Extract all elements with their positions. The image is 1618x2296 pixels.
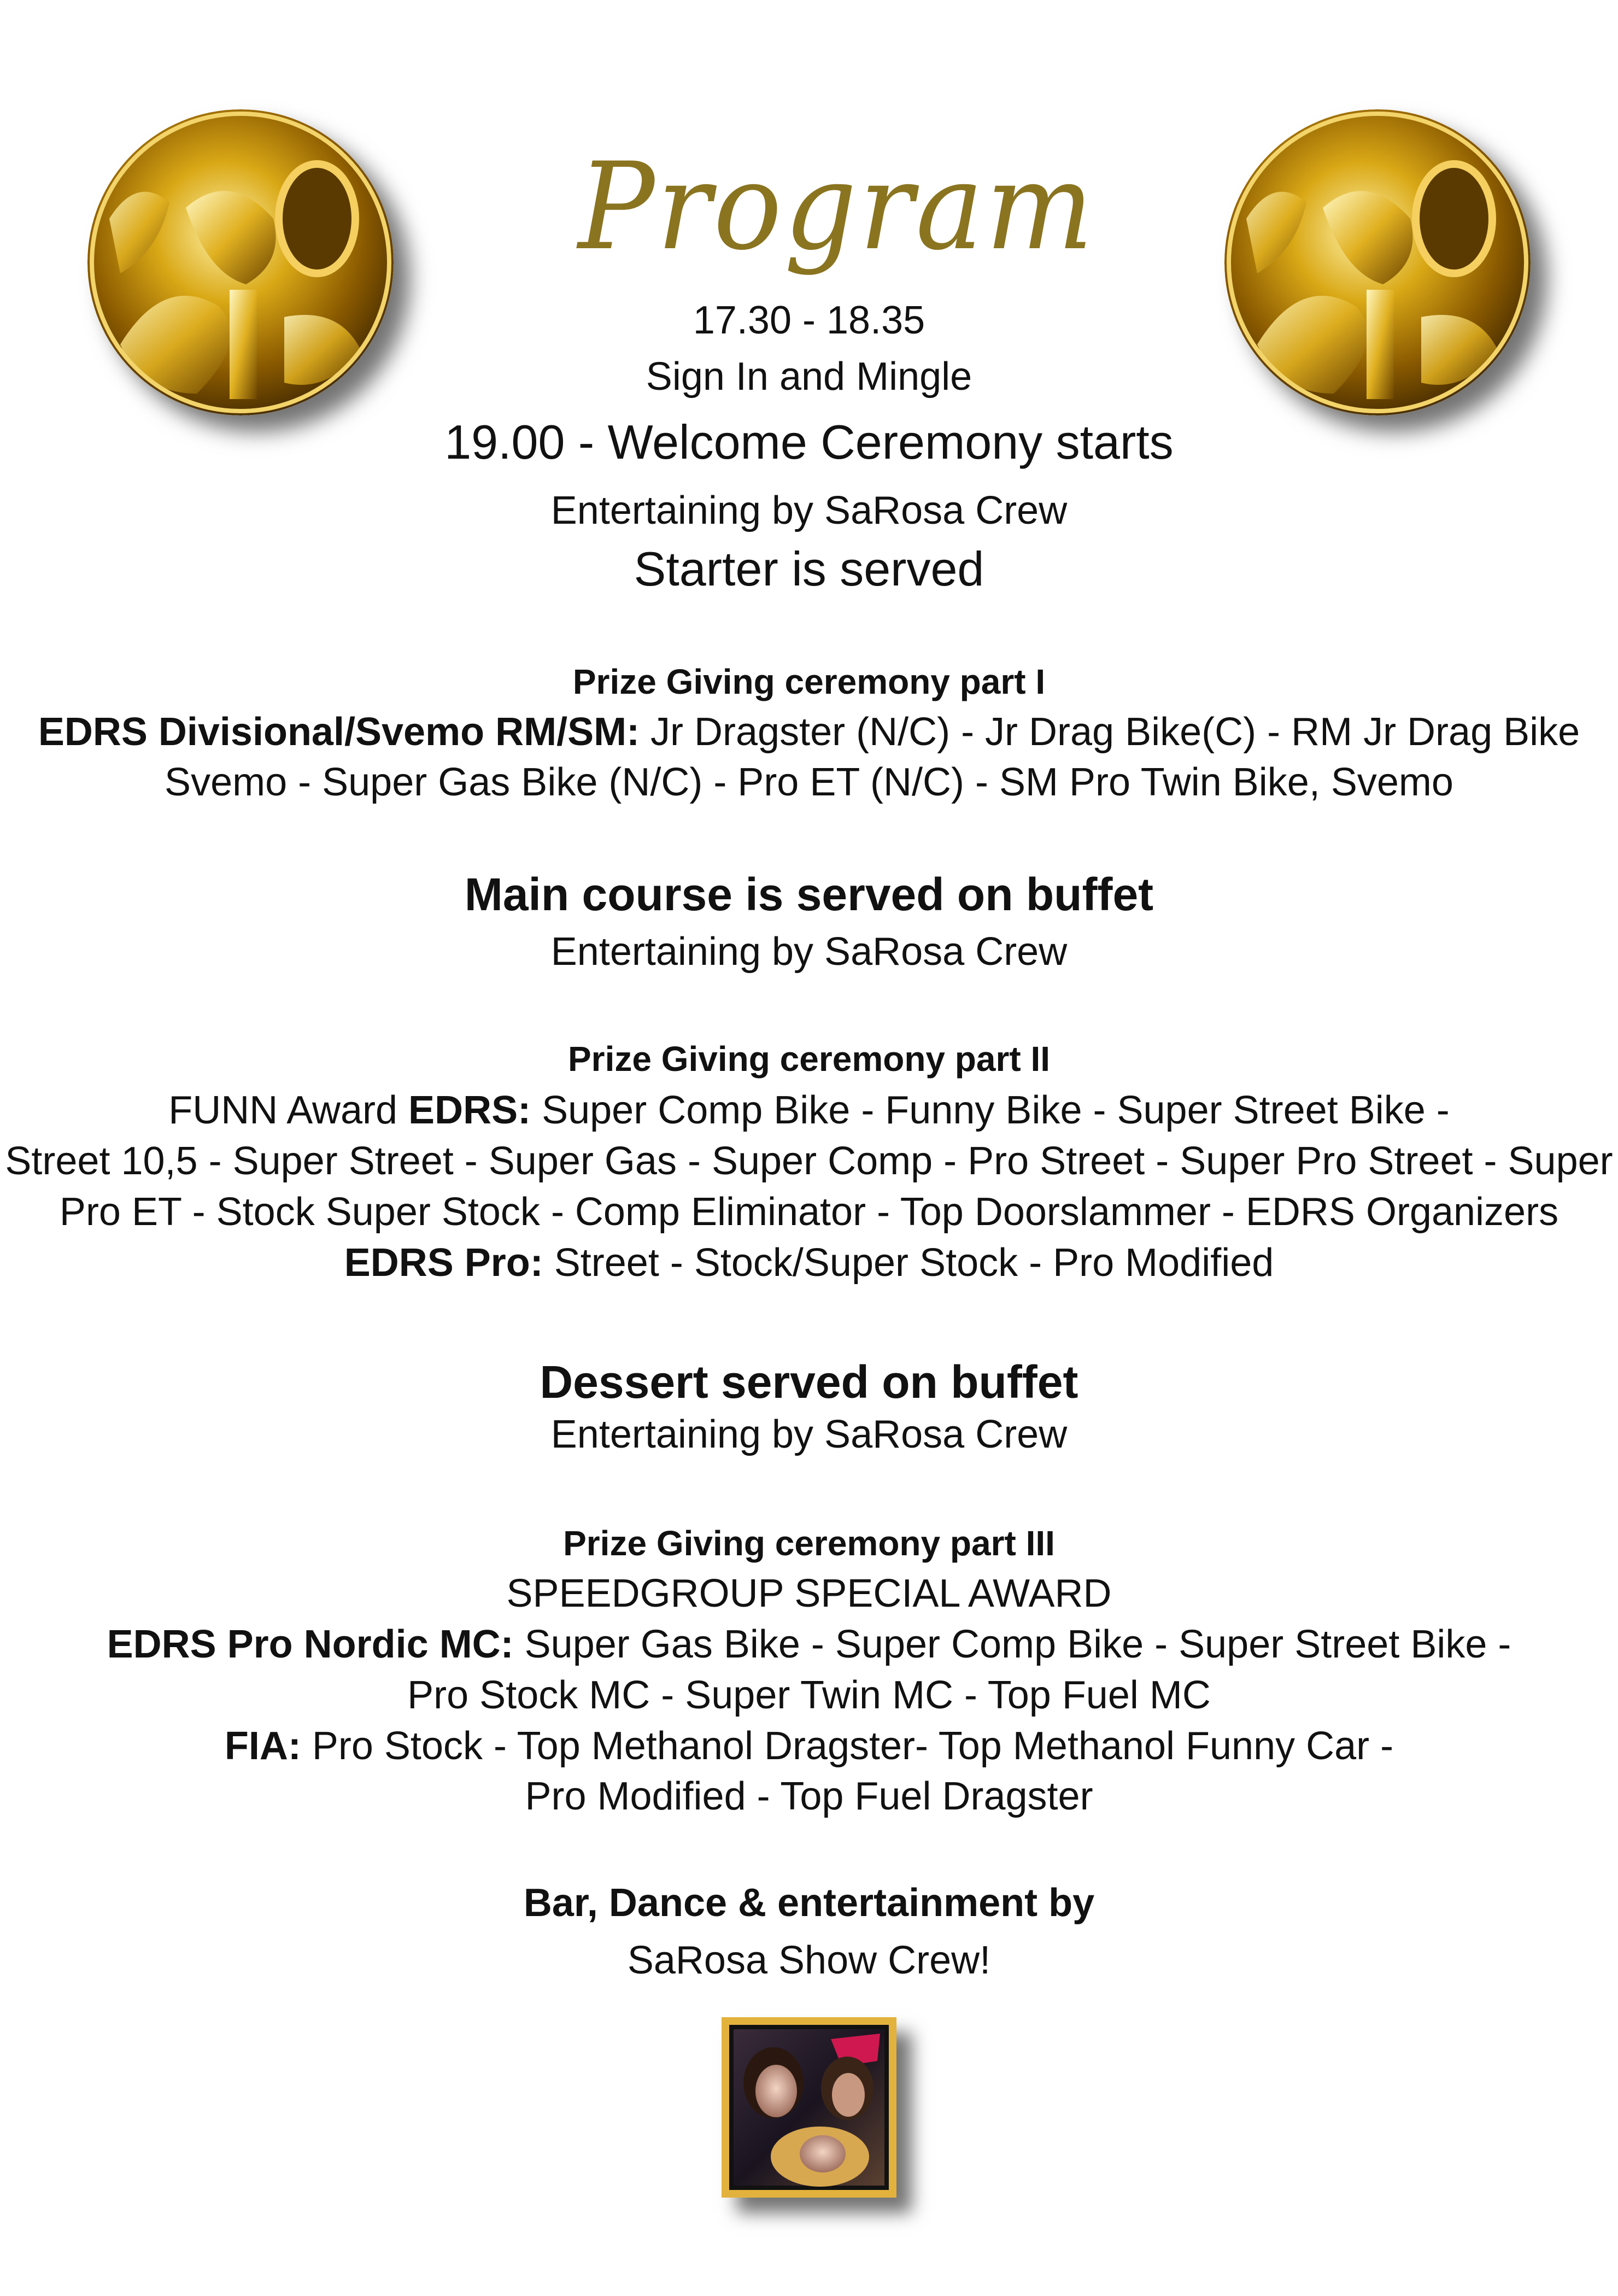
part2-line-1 <box>0 1088 1618 1133</box>
part1-line-1 <box>0 710 1618 754</box>
part2-line4-rest: Street - Stock/Super Stock - Pro Modified <box>543 1241 1274 1285</box>
closing-crew: SaRosa Show Crew! <box>627 1938 991 1982</box>
part2-line-3: Pro ET - Stock Super Stock - Comp Eliminator - Top Doorslammer - EDRS Organizers <box>59 1190 1559 1234</box>
part3-line1-bold: EDRS Pro Nordic MC: <box>107 1623 514 1666</box>
part3-line-1 <box>0 1622 1618 1667</box>
starter-served: Starter is served <box>634 542 984 596</box>
part3-line-4: Pro Modified - Top Fuel Dragster <box>525 1774 1093 1818</box>
part3-line-3 <box>0 1724 1618 1768</box>
part3-line3-rest: Pro Stock - Top Methanol Dragster- Top Methanol Funny Car - <box>301 1724 1394 1768</box>
part3-line1-rest: Super Gas Bike - Super Comp Bike - Super Street Bike - <box>513 1623 1511 1666</box>
part3-line3-bold: FIA: <box>224 1724 301 1768</box>
part1-line-2: Svemo - Super Gas Bike (N/C) - Pro ET (N/C) - SM Pro Twin Bike, Svemo <box>165 760 1453 804</box>
part2-heading: Prize Giving ceremony part II <box>567 1039 1051 1079</box>
part1-heading: Prize Giving ceremony part I <box>572 662 1046 701</box>
part2-line1-rest: Super Comp Bike - Funny Bike - Super Street Bike - <box>531 1088 1450 1132</box>
closing-heading: Bar, Dance & entertainment by <box>523 1881 1095 1925</box>
part2-line-4 <box>0 1240 1618 1285</box>
part3-line-2: Pro Stock MC - Super Twin MC - Top Fuel MC <box>407 1673 1211 1717</box>
part1-line1-bold: EDRS Divisional/Svemo RM/SM: <box>38 710 640 754</box>
sign-in-label: Sign In and Mingle <box>646 355 972 399</box>
part2-line1-bold: EDRS: <box>408 1088 531 1132</box>
dessert-entertaining: Entertaining by SaRosa Crew <box>550 1413 1068 1456</box>
welcome-ceremony: 19.00 - Welcome Ceremony starts <box>444 415 1174 469</box>
dessert-heading: Dessert served on buffet <box>540 1356 1078 1408</box>
part2-line-2: Street 10,5 - Super Street - Super Gas - Super Comp - Pro Street - Super Pro Street - Super <box>5 1139 1613 1183</box>
part2-line4-bold: EDRS Pro: <box>344 1241 543 1285</box>
main-course-entertaining: Entertaining by SaRosa Crew <box>550 930 1068 974</box>
part3-special-award: SPEEDGROUP SPECIAL AWARD <box>506 1572 1112 1615</box>
part2-line1-pre: FUNN Award <box>168 1088 409 1132</box>
main-course-heading: Main course is served on buffet <box>464 869 1154 920</box>
page-title: Program <box>578 137 1096 277</box>
entertaining-line-1: Entertaining by SaRosa Crew <box>550 489 1068 532</box>
sarosa-crew-photo <box>722 2017 896 2198</box>
part3-heading: Prize Giving ceremony part III <box>563 1524 1055 1563</box>
part1-line1-rest: Jr Dragster (N/C) - Jr Drag Bike(C) - RM Jr Drag Bike <box>640 710 1580 754</box>
sign-in-times: 17.30 - 18.35 <box>693 298 925 342</box>
